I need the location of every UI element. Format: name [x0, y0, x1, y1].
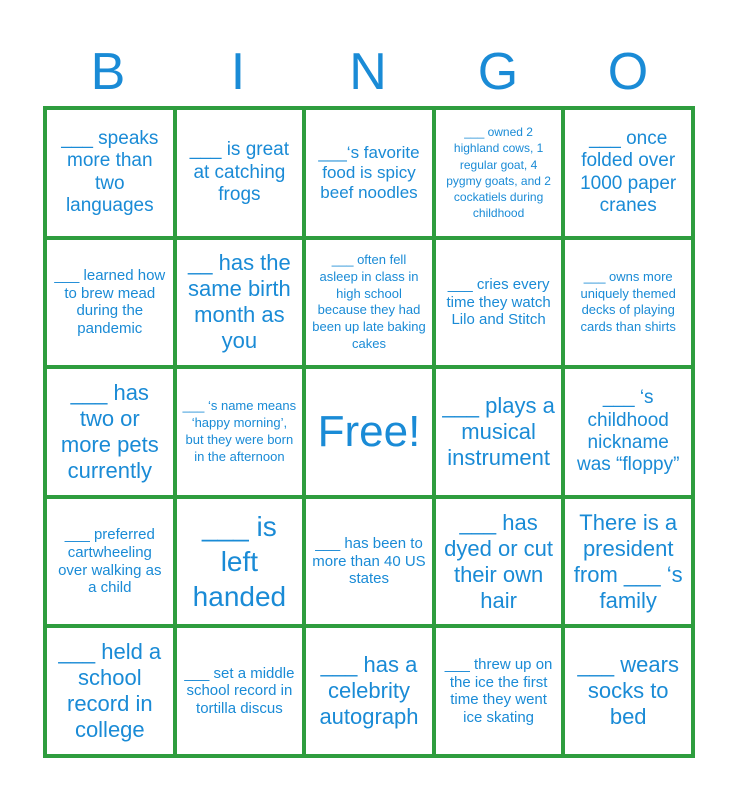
bingo-cell[interactable]: ___ once folded over 1000 paper cranes — [563, 108, 693, 238]
bingo-cell[interactable]: There is a president from ___ ‘s family — [563, 497, 693, 627]
bingo-cell[interactable]: ___ threw up on the ice the first time they went ice skating — [434, 626, 564, 756]
bingo-cell[interactable]: ___ is left handed — [175, 497, 305, 627]
bingo-cell[interactable]: ___ has been to more than 40 US states — [304, 497, 434, 627]
bingo-cell[interactable]: ___ plays a musical instrument — [434, 367, 564, 497]
bingo-cell[interactable]: __ has the same birth month as you — [175, 238, 305, 368]
bingo-cell[interactable]: ___ owned 2 highland cows, 1 regular goat, 4 pygmy goats, and 2 cockatiels during childhood — [434, 108, 564, 238]
bingo-cell[interactable]: ___ preferred cartwheeling over walking as a child — [45, 497, 175, 627]
bingo-cell[interactable]: ___ wears socks to bed — [563, 626, 693, 756]
bingo-cell[interactable]: ___ ‘s childhood nickname was “floppy” — [563, 367, 693, 497]
bingo-cell[interactable]: ___ set a middle school record in tortilla discus — [175, 626, 305, 756]
bingo-cell[interactable]: ___ speaks more than two languages — [45, 108, 175, 238]
bingo-cell[interactable]: ___ has dyed or cut their own hair — [434, 497, 564, 627]
bingo-cell[interactable]: ___ learned how to brew mead during the pandemic — [45, 238, 175, 368]
bingo-cell[interactable]: ___ is great at catching frogs — [175, 108, 305, 238]
bingo-board — [43, 106, 695, 758]
header-letter-g: G — [477, 43, 519, 101]
free-cell[interactable]: Free! — [304, 367, 434, 497]
header-letter-b: B — [90, 43, 126, 101]
bingo-cell[interactable]: ___ held a school record in college — [45, 626, 175, 756]
header-letter-n: N — [349, 43, 387, 101]
bingo-cell[interactable]: ___ often fell asleep in class in high school because they had been up late baking cakes — [304, 238, 434, 368]
bingo-cell[interactable]: ___ has a celebrity autograph — [304, 626, 434, 756]
header-letter-i: I — [230, 43, 246, 101]
bingo-cell[interactable]: ___‘s favorite food is spicy beef noodles — [304, 108, 434, 238]
bingo-cell[interactable]: ___ has two or more pets currently — [45, 367, 175, 497]
header-letter-o: O — [607, 43, 649, 101]
bingo-cell[interactable]: ___ cries every time they watch Lilo and Stitch — [434, 238, 564, 368]
bingo-cell[interactable]: ___ ‘s name means ‘happy morning’, but they were born in the afternoon — [175, 367, 305, 497]
bingo-cell[interactable]: ___ owns more uniquely themed decks of playing cards than shirts — [563, 238, 693, 368]
bingo-header — [43, 40, 693, 104]
